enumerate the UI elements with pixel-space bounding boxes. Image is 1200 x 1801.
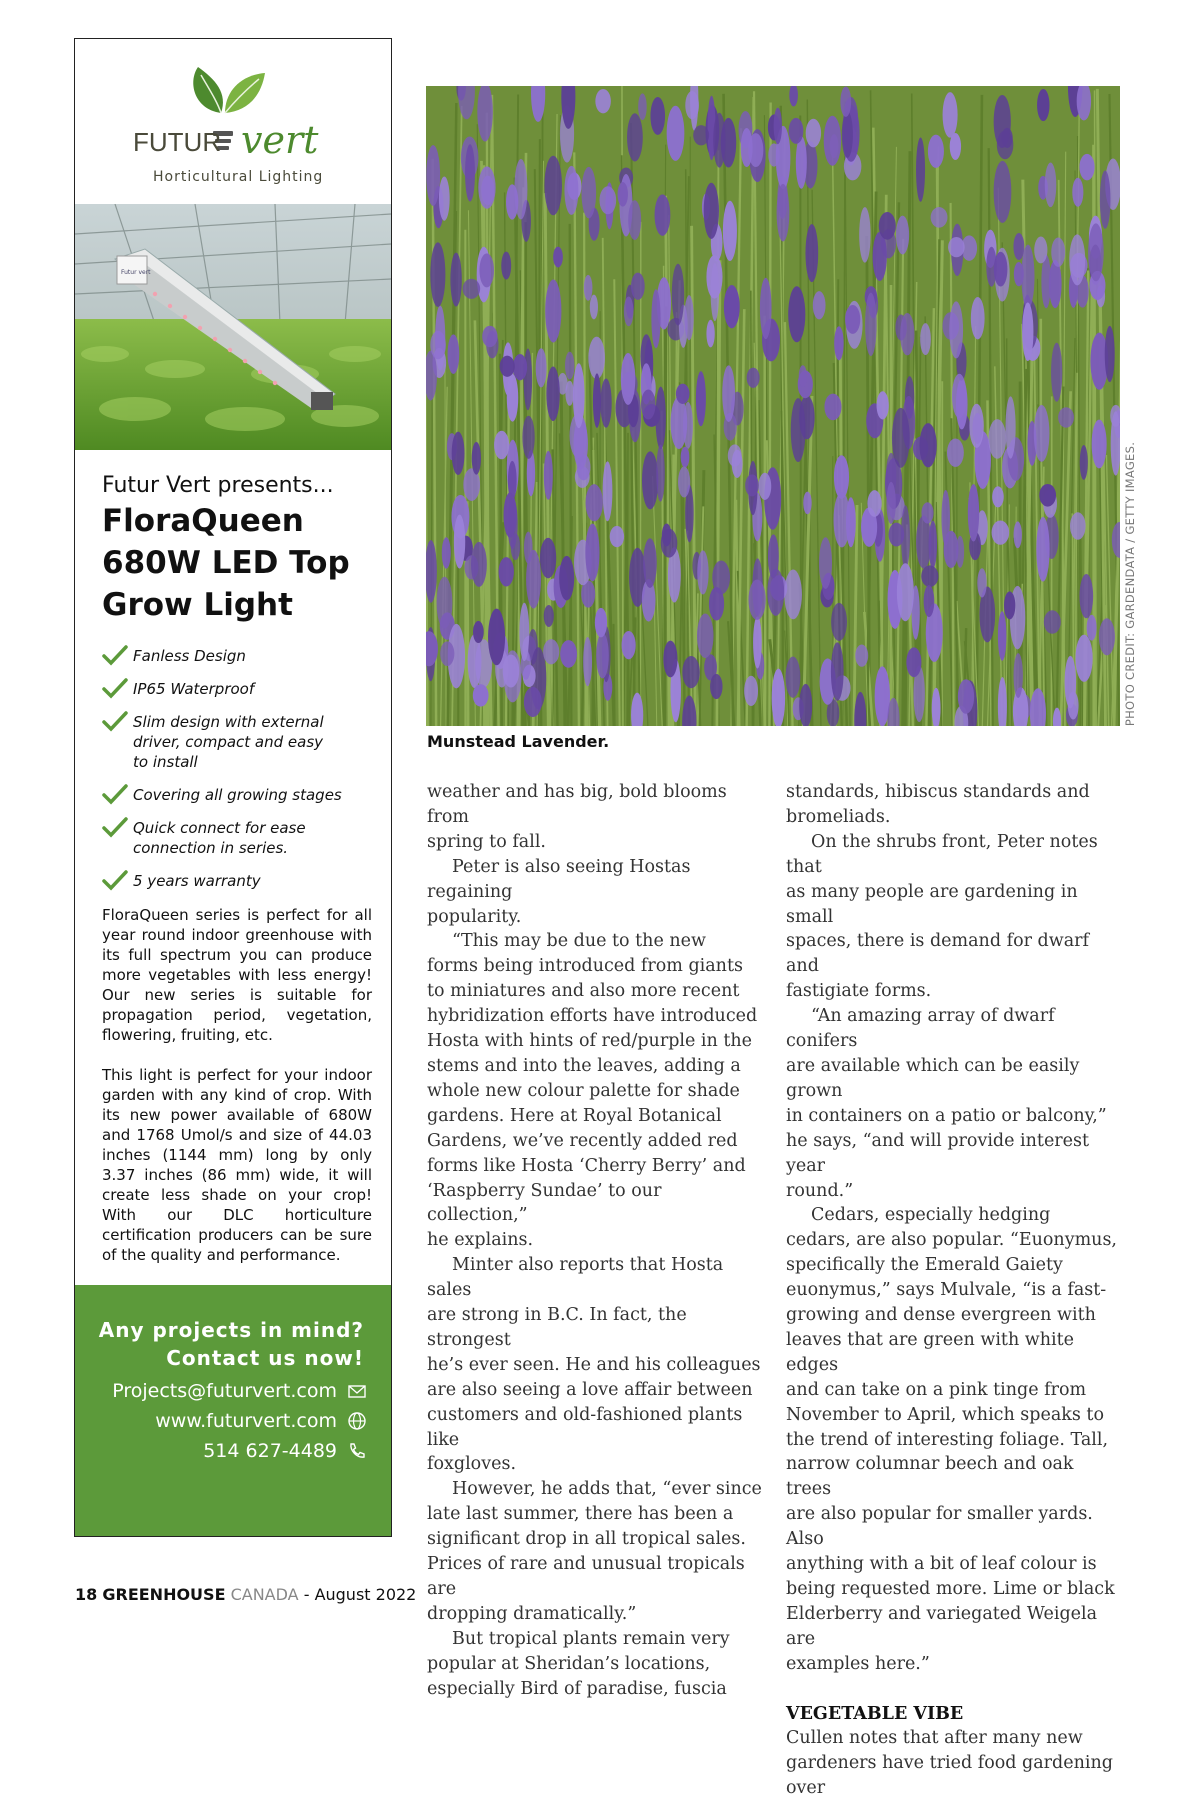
text-line: especially Bird of paradise, fuscia [427, 1677, 767, 1702]
text-line: fastigiate forms. [786, 979, 1120, 1004]
text-line: November to April, which speaks to [786, 1403, 1120, 1428]
email-contact[interactable] [112, 1380, 367, 1402]
text-line: euonymus,” says Mulvale, “is a fast- [786, 1278, 1120, 1303]
text-line: to miniatures and also more recent [427, 979, 767, 1004]
lavender-photo [426, 86, 1120, 726]
ad-paragraph-2: This light is perfect for your indoor garden with any kind of crop. With its new power available of 680W and 1768 Umol/s and size of 44.03 inches (1144 mm) long by only 3.37 inches (86 mm) wide, it will create less shade on your crop! With our DLC horticulture certification producers can be sure of the quality and performance. [102, 1065, 372, 1265]
text-line: foxgloves. [427, 1452, 767, 1477]
text-line: bromeliads. [786, 805, 1120, 830]
text-line: he says, “and will provide interest year [786, 1129, 1120, 1179]
text-line: gardens. Here at Royal Botanical [427, 1104, 767, 1129]
text-line: On the shrubs front, Peter notes that [786, 830, 1120, 880]
text-line: being requested more. Lime or black [786, 1577, 1120, 1602]
checkmark-icon [102, 644, 128, 666]
text-line: spring to fall. [427, 830, 767, 855]
section-heading: VEGETABLE VIBE [786, 1702, 1120, 1727]
globe-icon [347, 1411, 367, 1431]
text-line: weather and has big, bold blooms from [427, 780, 767, 830]
website-link[interactable]: www.futurvert.com [155, 1410, 337, 1432]
ad-presents: Futur Vert presents... [102, 473, 372, 498]
feature-item: 5 years warranty [102, 871, 372, 891]
text-line: forms like Hosta ‘Cherry Berry’ and [427, 1154, 767, 1179]
svg-text:Futur vert: Futur vert [121, 269, 151, 276]
feature-item: Quick connect for ease connection in series. [102, 818, 372, 858]
svg-text:vert: vert [241, 118, 319, 162]
checkmark-icon [102, 869, 128, 891]
cta-heading: Any projects in mind? Contact us now! [99, 1316, 364, 1372]
text-line: stems and into the leaves, adding a [427, 1054, 767, 1079]
article-column-2 [786, 780, 1120, 1801]
website-contact[interactable] [155, 1410, 367, 1432]
page-footer [75, 1585, 416, 1604]
contact-panel [75, 1285, 391, 1537]
product-title: FloraQueen 680W LED Top Grow Light [102, 500, 372, 626]
envelope-icon [347, 1381, 367, 1401]
photo-credit: PHOTO CREDIT: GARDENDATA / GETTY IMAGES. [1123, 444, 1137, 724]
phone-icon [347, 1441, 367, 1461]
futurvert-logo-area [75, 39, 391, 204]
text-line: whole new colour palette for shade [427, 1079, 767, 1104]
text-line: Cullen notes that after many new [786, 1726, 1120, 1751]
text-line: forms being introduced from giants [427, 954, 767, 979]
text-line [786, 1677, 1120, 1702]
text-line: But tropical plants remain very [427, 1627, 767, 1652]
text-line: are available which can be easily grown [786, 1054, 1120, 1104]
issue-date: - August 2022 [304, 1585, 417, 1604]
text-line: examples here.” [786, 1652, 1120, 1677]
text-line: Minter also reports that Hosta sales [427, 1253, 767, 1303]
svg-text:FUTUR: FUTUR [133, 127, 221, 157]
text-line: as many people are gardening in small [786, 880, 1120, 930]
text-line: cedars, are also popular. “Euonymus, [786, 1228, 1120, 1253]
page-number: 18 [75, 1585, 97, 1604]
feature-item: Slim design with external driver, compact and easy to install [102, 712, 372, 772]
ad-paragraph-1: FloraQueen series is perfect for all year round indoor greenhouse with its full spectrum you can produce more vegetables with less energy! Our new series is suitable for propagation period, vegetation, flowering, fruiting, etc. [102, 905, 372, 1045]
text-line: Elderberry and variegated Weigela are [786, 1602, 1120, 1652]
phone-contact[interactable] [203, 1440, 367, 1462]
text-line: growing and dense evergreen with [786, 1303, 1120, 1328]
phone-number[interactable]: 514 627-4489 [203, 1440, 337, 1462]
text-line: late last summer, there has been a [427, 1502, 767, 1527]
text-line: dropping dramatically.” [427, 1602, 767, 1627]
svg-text:Horticultural Lighting: Horticultural Lighting [153, 169, 323, 185]
checkmark-icon [102, 816, 128, 838]
feature-item: Covering all growing stages [102, 785, 372, 805]
feature-item: IP65 Waterproof [102, 679, 372, 699]
text-line: popularity. [427, 905, 767, 930]
feature-item: Fanless Design [102, 646, 372, 666]
text-line: standards, hibiscus standards and [786, 780, 1120, 805]
text-line: are also popular for smaller yards. Also [786, 1502, 1120, 1552]
text-line: round.” [786, 1179, 1120, 1204]
text-line: he explains. [427, 1228, 767, 1253]
text-line: are strong in B.C. In fact, the strongest [427, 1303, 767, 1353]
text-line: in containers on a patio or balcony,” [786, 1104, 1120, 1129]
text-line: Cedars, especially hedging [786, 1203, 1120, 1228]
text-line: anything with a bit of leaf colour is [786, 1552, 1120, 1577]
text-line: significant drop in all tropical sales. [427, 1527, 767, 1552]
text-line: hybridization efforts have introduced [427, 1004, 767, 1029]
text-line: Peter is also seeing Hostas regaining [427, 855, 767, 905]
email-address[interactable]: Projects@futurvert.com [112, 1380, 337, 1402]
text-line: leaves that are green with white edges [786, 1328, 1120, 1378]
photo-caption: Munstead Lavender. [427, 732, 609, 751]
text-line: customers and old-fashioned plants like [427, 1403, 767, 1453]
text-line: “An amazing array of dwarf conifers [786, 1004, 1120, 1054]
checkmark-icon [102, 783, 128, 805]
text-line: specifically the Emerald Gaiety [786, 1253, 1120, 1278]
text-line: popular at Sheridan’s locations, [427, 1652, 767, 1677]
text-line: ‘Raspberry Sundae’ to our collection,” [427, 1179, 767, 1229]
checkmark-icon [102, 710, 128, 732]
checkmark-icon [102, 677, 128, 699]
text-line: narrow columnar beech and oak trees [786, 1452, 1120, 1502]
futurvert-logo [133, 61, 333, 201]
article-column-1 [427, 780, 767, 1702]
text-line: Hosta with hints of red/purple in the [427, 1029, 767, 1054]
text-line: Prices of rare and unusual tropicals are [427, 1552, 767, 1602]
text-line: However, he adds that, “ever since [427, 1477, 767, 1502]
text-line: are also seeing a love affair between [427, 1378, 767, 1403]
text-line: spaces, there is demand for dwarf and [786, 929, 1120, 979]
magazine-country: CANADA [231, 1585, 299, 1604]
ad-body [102, 473, 372, 1265]
magazine-name: GREENHOUSE [102, 1585, 225, 1604]
greenhouse-grow-light-photo [75, 204, 391, 450]
text-line: gardeners have tried food gardening over [786, 1751, 1120, 1801]
text-line: Gardens, we’ve recently added red [427, 1129, 767, 1154]
text-line: he’s ever seen. He and his colleagues [427, 1353, 767, 1378]
text-line: and can take on a pink tinge from [786, 1378, 1120, 1403]
text-line: the trend of interesting foliage. Tall, [786, 1428, 1120, 1453]
text-line: “This may be due to the new [427, 929, 767, 954]
advertisement [74, 38, 392, 1537]
feature-list [102, 646, 372, 891]
